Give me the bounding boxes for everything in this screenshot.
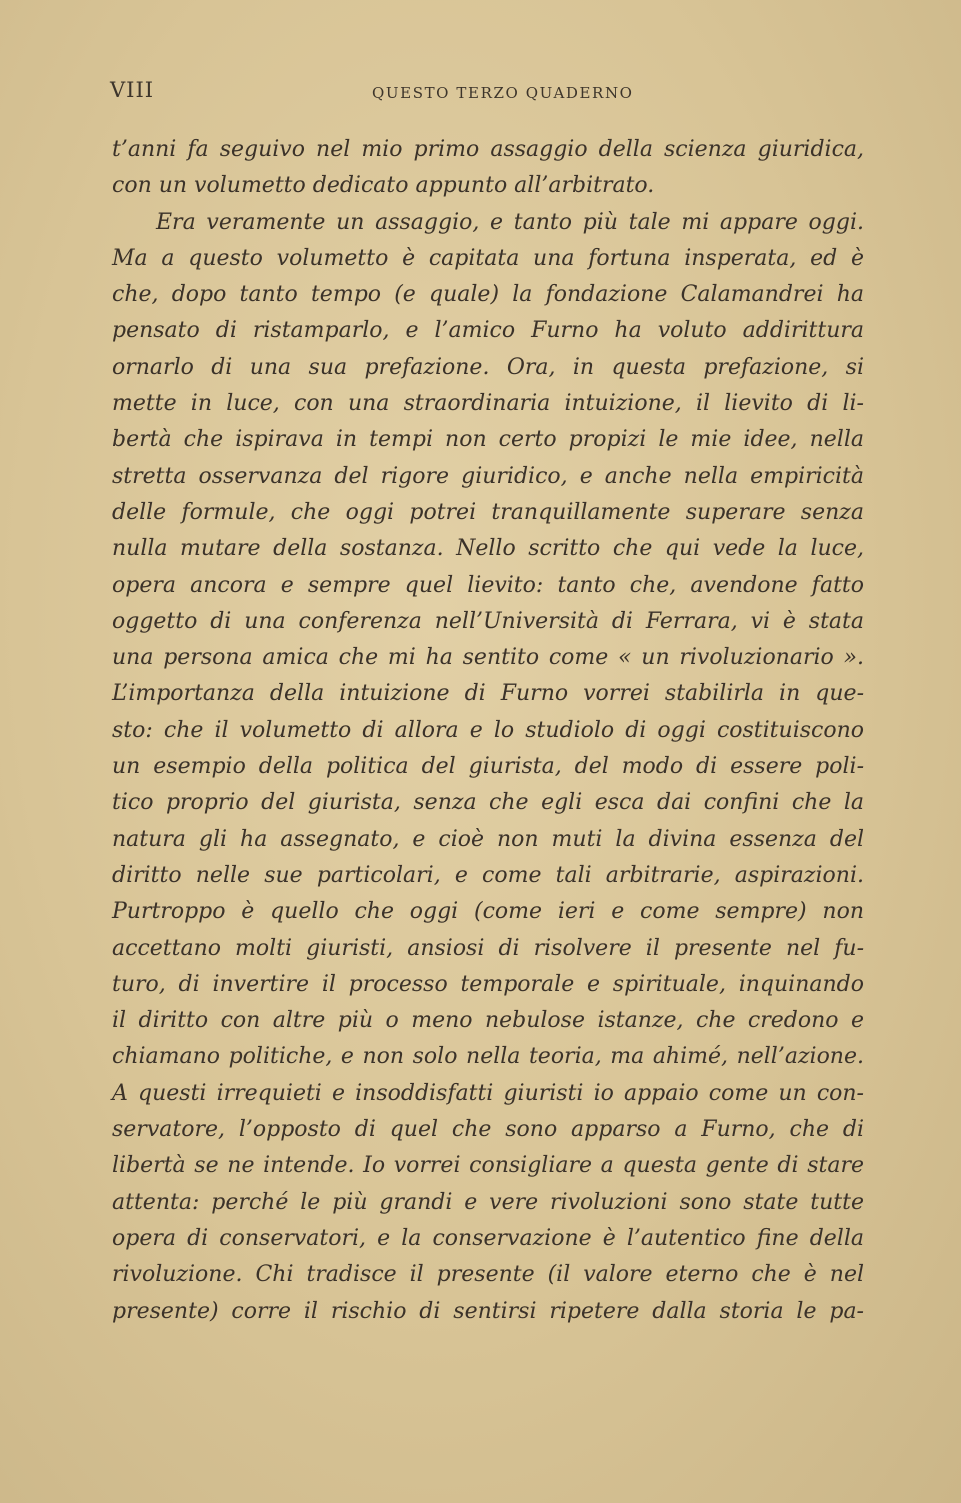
- text-line: opera ancora e sempre quel lievito: tanto che, avendone fatto: [112, 572, 864, 598]
- text-line: sto: che il volumetto di allora e lo studiolo di oggi costituiscono: [112, 717, 864, 743]
- text-line: tico proprio del giurista, senza che egli esca dai confini che la: [112, 790, 864, 816]
- text-line: servatore, l’opposto di quel che sono apparso a Furno, che di: [112, 1117, 864, 1143]
- text-line: presente) corre il rischio di sentirsi ripetere dalla storia le pa-: [112, 1298, 864, 1324]
- text-line: mette in luce, con una straordinaria intuizione, il lievito di li-: [112, 391, 864, 417]
- running-head: QUESTO TERZO QUADERNO: [372, 84, 634, 102]
- text-line: oggetto di una conferenza nell’Università di Ferrara, vi è stata: [112, 608, 864, 634]
- page-header: [0, 74, 961, 106]
- text-line: una persona amica che mi ha sentito come « un rivoluzionario ».: [112, 645, 864, 671]
- text-line: attenta: perché le più grandi e vere rivoluzioni sono state tutte: [112, 1189, 864, 1215]
- text-line: Purtroppo è quello che oggi (come ieri e come sempre) non: [112, 899, 864, 925]
- text-line: con un volumetto dedicato appunto all’arbitrato.: [112, 173, 655, 199]
- text-line: ornarlo di una sua prefazione. Ora, in questa prefazione, si: [112, 354, 864, 380]
- text-line: natura gli ha assegnato, e cioè non muti la divina essenza del: [112, 826, 864, 852]
- text-line: il diritto con altre più o meno nebulose istanze, che credono e: [112, 1008, 864, 1034]
- paragraph-start-line: Era veramente un assaggio, e tanto più tale mi appare oggi.: [156, 209, 864, 235]
- text-line: diritto nelle sue particolari, e come tali arbitrarie, aspirazioni.: [112, 862, 864, 888]
- text-line: delle formule, che oggi potrei tranquillamente superare senza: [112, 499, 864, 525]
- text-line: bertà che ispirava in tempi non certo propizi le mie idee, nella: [112, 427, 864, 453]
- text-line: turo, di invertire il processo temporale e spirituale, inquinando: [112, 971, 864, 997]
- text-line: opera di conservatori, e la conservazione è l’autentico fine della: [112, 1225, 864, 1251]
- text-line: pensato di ristamparlo, e l’amico Furno ha voluto addirittura: [112, 318, 864, 344]
- text-line: accettano molti giuristi, ansiosi di risolvere il presente nel fu-: [112, 935, 864, 961]
- text-line: chiamano politiche, e non solo nella teoria, ma ahimé, nell’azione.: [112, 1044, 864, 1070]
- text-line: libertà se ne intende. Io vorrei consigliare a questa gente di stare: [112, 1153, 864, 1179]
- page-number: VIII: [110, 78, 155, 102]
- text-line: Ma a questo volumetto è capitata una fortuna insperata, ed è: [112, 245, 864, 271]
- text-line: rivoluzione. Chi tradisce il presente (il valore eterno che è nel: [112, 1262, 864, 1288]
- text-line: che, dopo tanto tempo (e quale) la fondazione Calamandrei ha: [112, 282, 864, 308]
- text-line: nulla mutare della sostanza. Nello scritto che qui vede la luce,: [112, 536, 864, 562]
- text-line: t’anni fa seguivo nel mio primo assaggio della scienza giuridica,: [112, 137, 864, 162]
- body-text: [112, 132, 864, 1330]
- text-line: A questi irrequieti e insoddisfatti giuristi io appaio come un con-: [112, 1080, 864, 1106]
- text-line: L’importanza della intuizione di Furno vorrei stabilirla in que-: [112, 681, 864, 707]
- text-line: un esempio della politica del giurista, del modo di essere poli-: [112, 754, 864, 780]
- text-line: stretta osservanza del rigore giuridico, e anche nella empiricità: [112, 463, 864, 489]
